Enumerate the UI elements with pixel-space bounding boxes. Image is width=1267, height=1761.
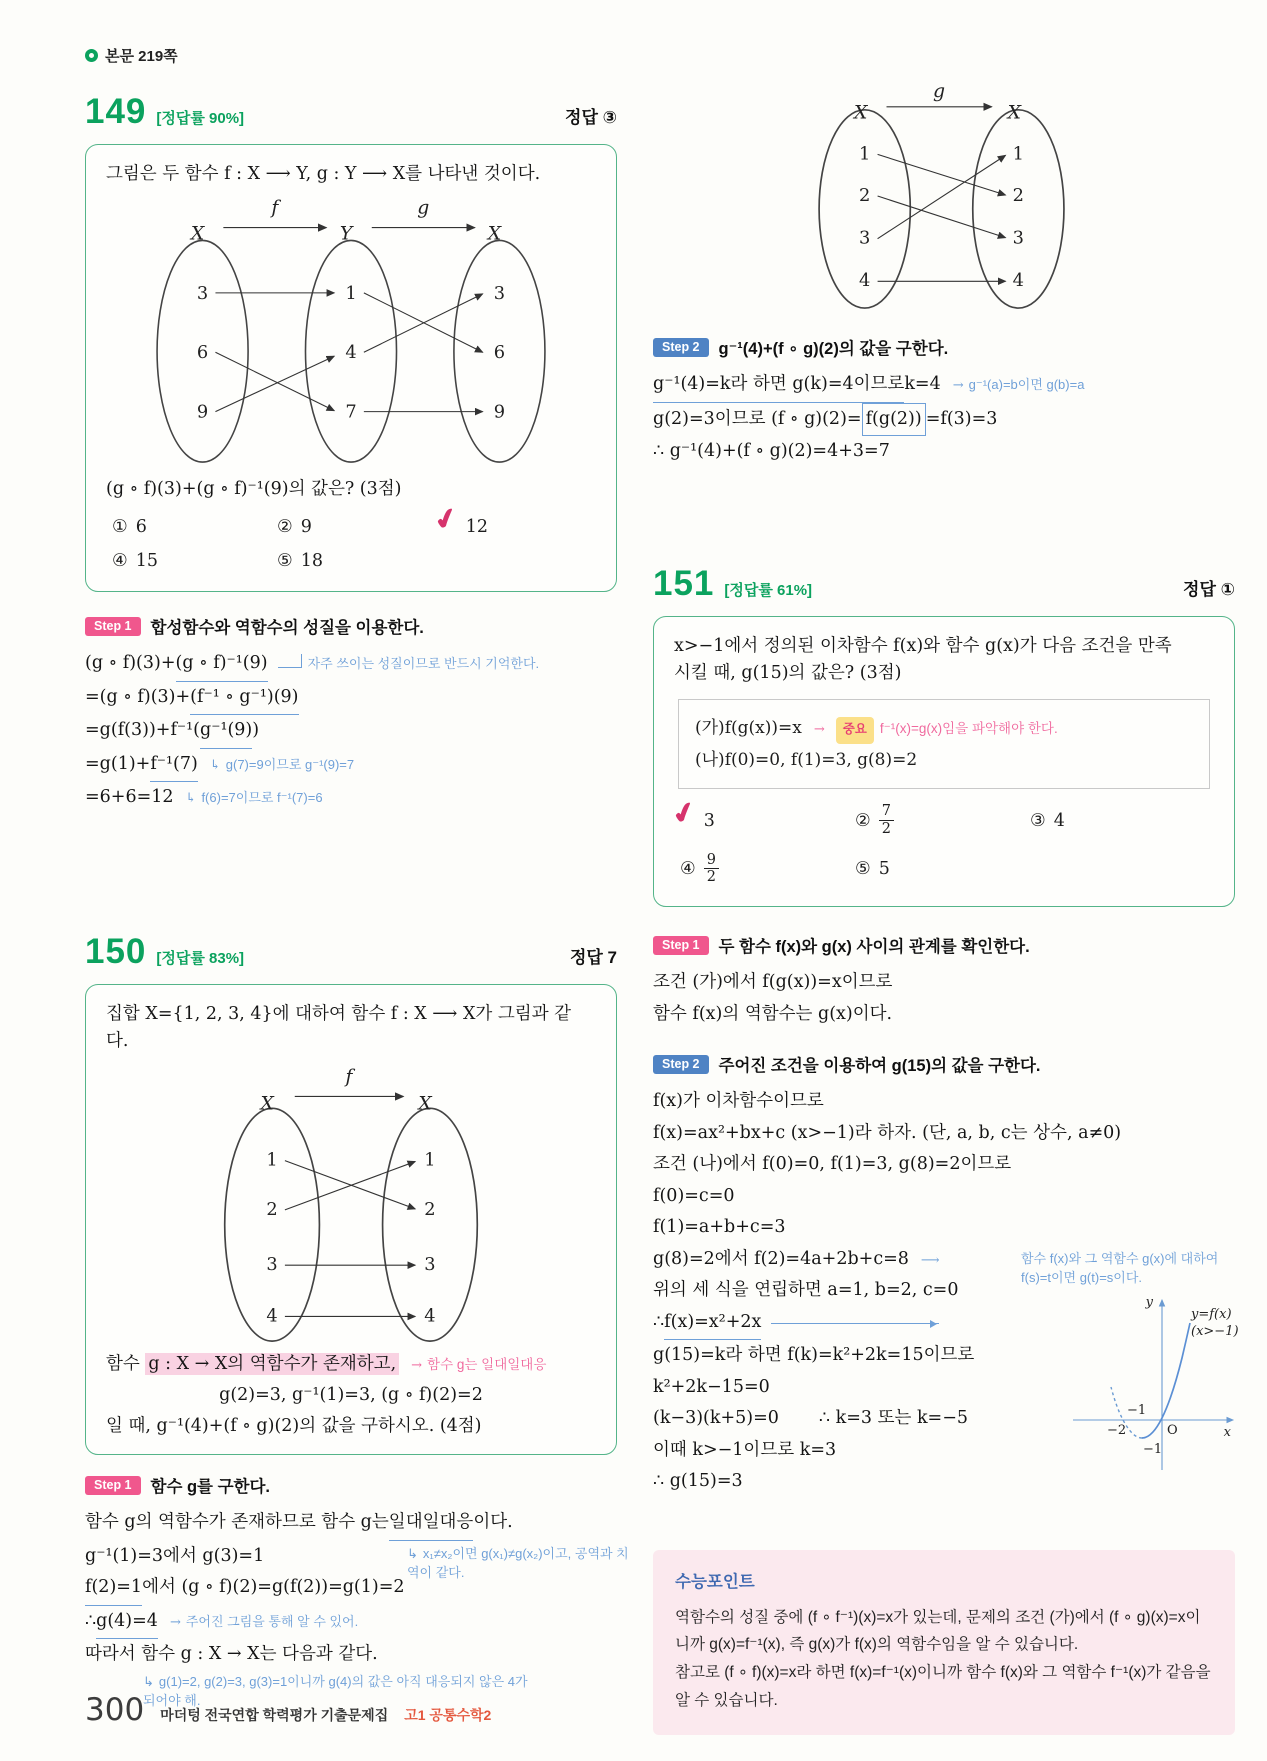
solution-150-step1 [85,1473,629,1710]
quadratic-graph [1065,1290,1241,1478]
right-arrow-icon: → [169,1614,181,1630]
svg-text:−1: −1 [1127,1403,1147,1419]
solution-151-step2 [653,1052,1239,1498]
annotation-pink: 함수 g는 일대일대응 [427,1357,547,1372]
graph-labels [1107,1295,1239,1457]
highlighted-condition: g : X → X의 역함수가 존재하고, [145,1353,399,1375]
mapping-diagram-149 [106,188,596,470]
math-line: f(2)=1 에서 (g ∘ f)(2)=g(f(2))=g(1)=2 [85,1572,617,1606]
conditions-box [678,699,1210,790]
svg-text:2: 2 [859,184,871,206]
function-label-g: g [417,197,430,219]
function-diagram-g [764,85,1124,313]
condition-line: 함수 g : X → X의 역함수가 존재하고, → 함수 g는 일대일대응 [106,1354,547,1374]
choice-marker: ③ [1030,810,1046,831]
svg-text:9: 9 [493,401,506,423]
choice-fraction: $\frac{7}{2}$ [879,803,894,837]
elbow-arrow-icon: ↳ [185,791,197,807]
step-badge: Step 1 [85,1476,141,1495]
element-labels [266,1151,435,1327]
svg-text:1: 1 [1012,143,1025,165]
condition-a-math: f(g(x))=x [724,717,802,738]
correct-rate: [정답률 61%] [724,581,813,599]
correct-rate: [정답률 83%] [156,949,245,967]
svg-text:9: 9 [196,401,209,423]
svg-text:x: x [1223,1425,1231,1441]
choice-1 [112,517,277,537]
svg-text:1: 1 [424,1150,436,1171]
math-line: ∴ f(x)=x²+2x [653,1307,1235,1341]
math-line: g⁻¹(4)=k라 하면 g(k)=4이므로 k=4 → g⁻¹(a)=b이면 g(b)=a [653,369,1235,403]
answer-label: 정답 ① [1183,579,1235,599]
set-label-x1: X [190,223,205,245]
choice-marker: ④ [112,551,128,572]
svg-text:(x>−1): (x>−1) [1191,1324,1239,1340]
mapping-diagram-150 [106,1055,596,1351]
problem-149-header [85,92,617,132]
math-line: f(1)=a+b+c=3 [653,1217,786,1238]
set-label-x2: X [418,1093,432,1115]
annotation: 자주 쓰이는 성질이므로 반드시 기억한다. [307,656,540,672]
answer-label: 정답 7 [569,947,617,967]
condition-b: (나) f(0)=0, f(1)=3, g(8)=2 [695,744,1193,776]
svg-text:4: 4 [345,342,357,364]
choice-2 [855,803,1030,837]
svg-text:−1: −1 [1143,1442,1163,1458]
choice-value: 6 [135,517,147,538]
exam-point-title: 수능포인트 [675,1572,755,1591]
svg-text:4: 4 [424,1306,436,1327]
choice-5 [855,852,1030,886]
page-ref-icon [85,49,98,62]
subject-label: 고1 공통수학2 [404,1707,492,1723]
g-mapping-arrows [364,293,483,412]
annotation-block: ↳ g(1)=2, g(2)=3, g(3)=1이니까 g(4)의 값은 아직 대응되지 않은 4가 되어야 해. [143,1673,528,1708]
choice-marker: ② [277,517,293,538]
solution-149-step1 [85,614,617,814]
step-header [653,1052,1235,1076]
step-badge: Step 2 [653,338,709,357]
set-label-x2: X [1007,102,1022,124]
step-title: g⁻¹(4)+(f ∘ g)(2)의 값을 구한다. [718,340,949,358]
function-label-g: g [933,85,946,102]
annotation-pink: f⁻¹(x)=g(x)임을 파악해야 한다. [879,720,1058,736]
math-line: 함수 g의 역함수가 존재하므로 함수 g는 일대일대응 이다. [85,1507,617,1541]
annotation-block: ↳ x₁≠x₂이면 g(x₁)≠g(x₂)이고, 공역과 치역이 같다. [407,1546,629,1581]
problem-number: 151 [653,563,715,603]
problem-intro: x>−1에서 정의된 이차함수 f(x)와 함수 g(x)가 다음 조건을 만족시킬 때, g(15)의 값은? (3점) [674,635,1172,683]
choice-2 [277,517,442,537]
svg-text:2: 2 [1012,184,1025,206]
choice-value: 4 [1053,810,1065,831]
annotation: f(6)=7이므로 f⁻¹(7)=6 [201,790,323,806]
step-title: 주어진 조건을 이용하여 g(15)의 값을 구한다. [718,1057,1041,1076]
choice-1-checked [668,794,855,837]
math-line: 위의 세 식을 연립하면 a=1, b=2, c=0 [653,1280,959,1301]
solution-151-step1 [653,933,1235,1030]
boxed-expression: f(g(2)) [862,403,926,437]
svg-text:−2: −2 [1107,1423,1127,1439]
choice-3 [1030,803,1208,837]
problem-number: 149 [85,92,147,131]
answer-label: 정답 ③ [565,108,617,127]
choice-value: 5 [878,858,890,879]
svg-text:3: 3 [424,1255,436,1276]
choices-149 [112,501,590,572]
math-line: 함수 f(x)의 역함수는 g(x)이다. [653,1003,893,1024]
pointer-line [771,1323,939,1324]
svg-text:2: 2 [424,1199,436,1220]
svg-text:3: 3 [196,282,209,304]
math-line: =(g ∘ f)(3)+ (f⁻¹ ∘ g⁻¹)(9) [85,682,617,716]
f-mapping-arrows [285,1161,415,1317]
problem-149-box [85,144,617,592]
right-arrow-icon: → [952,378,964,393]
math-line: k²+2k−15=0 [653,1376,770,1397]
choice-value: 9 [300,517,312,538]
math-line: =g(1)+ f⁻¹(7) ↳ g(7)=9이므로 g⁻¹(9)=7 [85,749,617,783]
math-line: (g ∘ f)(3)+ (g ∘ f)⁻¹(9) 자주 쓰이는 성질이므로 반드시 기억한다. [85,648,617,682]
question-text: 일 때, g⁻¹(4)+(f ∘ g)(2)의 값을 구하시오. (4점) [106,1416,482,1437]
answer-check-icon: ✔ [668,794,700,832]
page-number: 300 [85,1692,145,1728]
step-header [85,614,617,638]
annotation: g⁻¹(a)=b이면 g(b)=a [968,377,1085,392]
choice-fraction: $\frac{9}{2}$ [704,852,719,886]
function-diagram-f-g [126,188,576,470]
choice-value: 12 [465,517,488,538]
left-column [85,45,629,1711]
svg-text:4: 4 [1012,270,1025,292]
question-text: (g ∘ f)(3)+(g ∘ f)⁻¹(9)의 값은? (3점) [106,479,402,500]
exam-point-box [653,1550,1235,1736]
svg-text:6: 6 [493,342,506,364]
right-arrow-icon: → [813,721,825,737]
svg-text:4: 4 [266,1306,278,1327]
set-label-x2: X [487,223,502,245]
math-line: ∴ g(4)=4 → 주어진 그림을 통해 알 수 있어. [85,1606,617,1640]
page-ref-label: 본문 219쪽 [105,48,178,65]
svg-text:1: 1 [266,1150,278,1171]
svg-text:O: O [1167,1423,1178,1439]
math-line: 이때 k>−1이므로 k=3 [653,1439,837,1460]
math-line: =6+6=12 ↳ f(6)=7이므로 f⁻¹(7)=6 [85,782,617,814]
g-mapping-arrows [878,154,1006,281]
step-title: 합성함수와 역함수의 성질을 이용한다. [150,619,424,638]
math-line: f(x)가 이차함수이므로 [653,1091,824,1112]
problem-intro: 그림은 두 함수 f : X ⟶ Y, g : Y ⟶ X를 나타낸 것이다. [106,164,541,184]
f-mapping-arrows [215,293,334,412]
correct-rate: [정답률 90%] [156,110,245,127]
choice-value: 18 [300,551,323,572]
step-header [85,1473,617,1497]
problem-intro: 집합 X={1, 2, 3, 4}에 대하여 함수 f : X ⟶ X가 그림과 같다. [106,1003,572,1051]
svg-text:3: 3 [266,1255,278,1276]
math-line: 따라서 함수 g : X → X는 다음과 같다. [85,1644,378,1665]
choice-marker: ④ [680,858,696,879]
set-label-x1: X [854,102,868,124]
svg-text:1: 1 [859,143,871,165]
right-column [653,85,1239,1735]
elbow-arrow-icon: ↳ [209,757,221,773]
math-line: g⁻¹(1)=3에서 g(3)=1 [85,1545,265,1566]
math-line: =g(f(3))+f⁻¹( g⁻¹(9) ) [85,715,617,749]
math-line: g(15)=k라 하면 f(k)=k²+2k=15이므로 [653,1345,975,1366]
svg-text:3: 3 [493,282,506,304]
annotation: 주어진 그림을 통해 알 수 있어. [185,1613,359,1629]
important-badge: 중요 [836,717,874,744]
math-line: (k−3)(k+5)=0 ∴ k=3 또는 k=−5 [653,1408,969,1429]
problem-150-header [85,932,617,972]
choice-5 [277,551,442,571]
function-label-f: f [271,197,279,219]
set-label-y: Y [339,223,353,245]
solution-150-step2 [653,335,1235,468]
book-title: 마더텅 전국연합 학력평가 기출문제집 [160,1707,389,1723]
svg-text:3: 3 [1012,227,1025,249]
annotation-block: 함수 f(x)와 그 역함수 g(x)에 대하여 f(s)=t이면 g(t)=s이다. [1021,1251,1219,1285]
mapping-diagram-g [653,85,1235,313]
problem-number: 150 [85,931,147,971]
problem-151-header [653,564,1235,604]
math-line: ∴ g⁻¹(4)+(f ∘ g)(2)=4+3=7 [653,441,890,461]
svg-text:7: 7 [345,401,357,423]
step-badge: Step 1 [85,617,141,636]
annotation: g(7)=9이므로 g⁻¹(9)=7 [225,756,355,772]
svg-text:y=f(x): y=f(x) [1191,1307,1232,1323]
math-line: g(2)=3이므로 (f ∘ g)(2)= f(g(2)) =f(3)=3 [653,403,1235,437]
choices-151 [668,794,1208,886]
math-line: g(8)=2에서 f(2)=4a+2b+c=8 ⟶ [653,1244,1235,1276]
choice-4 [112,551,277,571]
choice-marker [430,501,462,538]
svg-text:3: 3 [859,227,871,249]
choice-value: 3 [703,810,715,831]
right-arrow-icon: → [411,1358,423,1373]
elbow-arrow-icon: ↳ [143,1673,154,1689]
svg-text:1: 1 [345,282,357,304]
svg-text:y: y [1145,1295,1153,1311]
svg-text:6: 6 [196,342,209,364]
choice-marker: ⑤ [855,858,871,879]
choice-4 [680,852,855,886]
step-title: 함수 g를 구한다. [150,1478,270,1497]
math-line: 조건 (나)에서 f(0)=0, f(1)=3, g(8)=2이므로 [653,1154,1012,1175]
step-badge: Step 1 [653,936,709,955]
answer-check-icon: ✔ [430,501,462,538]
step-header [653,335,1235,359]
elbow-arrow-icon: ↳ [407,1546,418,1562]
svg-text:2: 2 [266,1199,278,1220]
set-label-x1: X [260,1093,274,1115]
exam-point-paragraph: 역함수의 성질 중에 (f ∘ f⁻¹)(x)=x가 있는데, 문제의 조건 (가)에서 (f ∘ g)(x)=x이니까 g(x)=f⁻¹(x), 즉 g(x)가 f(x)의 역함수임을 알 수 있습니다. [675,1608,1201,1654]
problem-150-box [85,984,617,1456]
choice-marker: ② [855,810,871,831]
math-line: f(x)=ax²+bx+c (x>−1)라 하자. (단, a, b, c는 상수, a≠0) [653,1122,1122,1143]
choice-marker: ⑤ [277,551,293,572]
choice-marker [668,794,700,832]
problem-151-box [653,616,1235,908]
choice-value: 15 [135,551,158,572]
condition-a: (가) f(g(x))=x → 중요 f⁻¹(x)=g(x)임을 파악해야 한다. [695,712,1193,744]
svg-text:4: 4 [859,270,871,292]
choice-marker: ① [112,517,128,538]
math-line: ∴ g(15)=3 [653,1471,743,1492]
function-diagram-f [186,1055,516,1351]
math-line: f(0)=c=0 [653,1185,735,1206]
long-arrow-icon: ⟶ [920,1252,940,1268]
parabola-graph [1065,1290,1241,1483]
step-header [653,933,1235,957]
page-reference [85,45,617,66]
step-title: 두 함수 f(x)와 g(x) 사이의 관계를 확인한다. [718,938,1030,957]
choice-3-checked [430,501,590,538]
math-line: 조건 (가)에서 f(g(x))=x이므로 [653,972,893,993]
page-footer [85,1692,491,1728]
given-equations: g(2)=3, g⁻¹(1)=3, (g ∘ f)(2)=2 [219,1385,483,1406]
step-badge: Step 2 [653,1055,709,1074]
set-ellipses [819,110,1064,308]
connector-line [278,654,302,668]
set-ellipses [225,1108,478,1341]
condition-b-math: f(0)=0, f(1)=3, g(8)=2 [724,750,918,771]
function-label-f: f [345,1066,353,1088]
curve-solid-branch [1142,1323,1190,1438]
exam-point-paragraph: 참고로 (f ∘ f)(x)=x라 하면 f(x)=f⁻¹(x)이니까 함수 f(x)와 그 역함수 f⁻¹(x)가 같음을 알 수 있습니다. [675,1664,1211,1710]
